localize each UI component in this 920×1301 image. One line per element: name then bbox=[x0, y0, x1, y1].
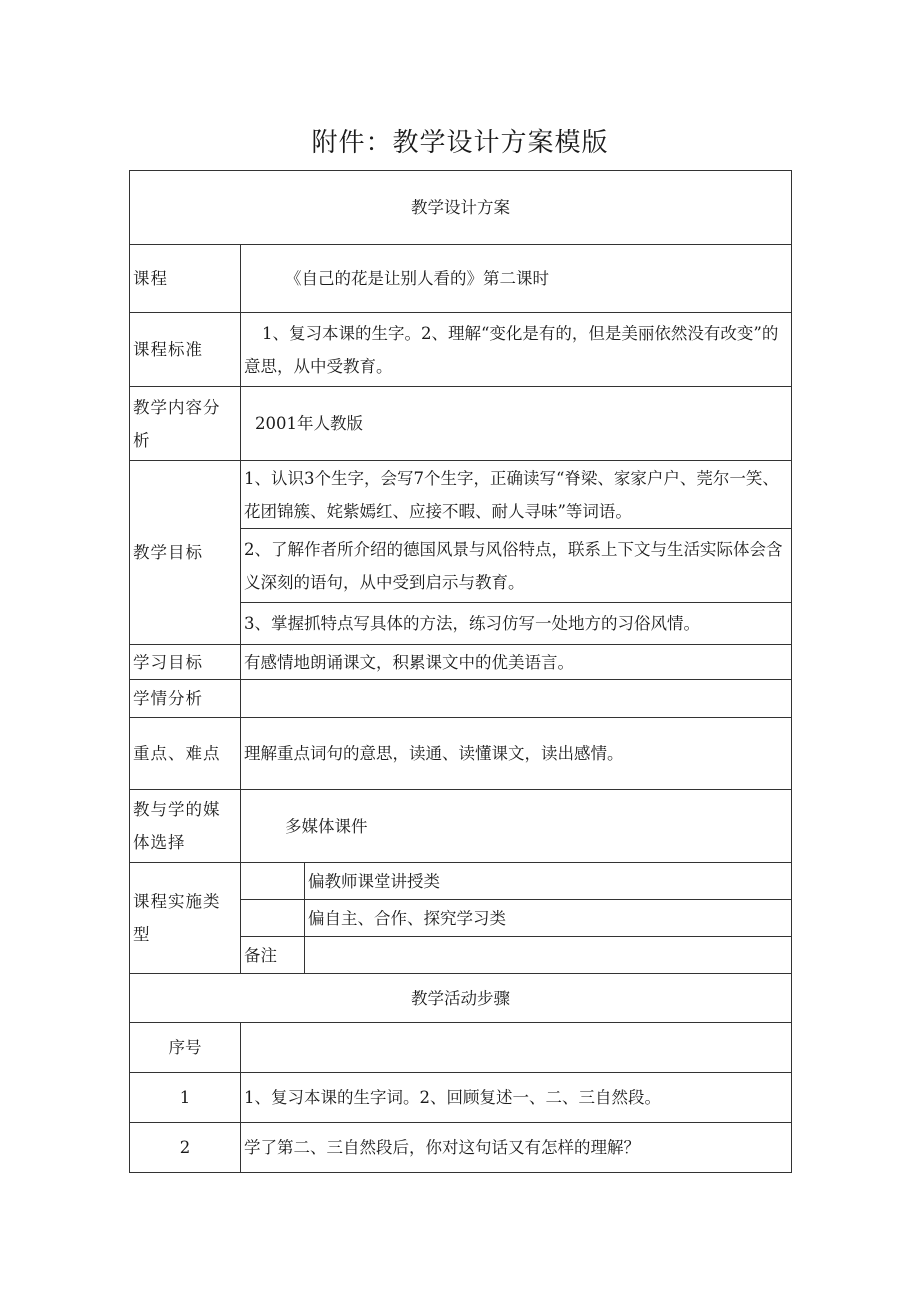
document-title: 附件：教学设计方案模版 bbox=[311, 128, 609, 158]
goal-item: 2、了解作者所介绍的德国风景与风俗特点，联系上下文与生活实际体会含义深刻的语句，从中受到启示与教育。 bbox=[241, 529, 792, 603]
step-text: 1、复习本课的生字词。2、回顾复述一、二、三自然段。 bbox=[241, 1073, 792, 1123]
media-label: 教与学的媒体选择 bbox=[130, 790, 241, 863]
table-header: 教学设计方案 bbox=[130, 171, 792, 245]
step-number: 1 bbox=[130, 1073, 241, 1123]
seq-header-empty bbox=[241, 1023, 792, 1073]
goal-row-1 bbox=[130, 461, 792, 529]
learning-label: 学习目标 bbox=[130, 645, 241, 680]
seq-label: 序号 bbox=[130, 1023, 241, 1073]
key-label: 重点、难点 bbox=[130, 718, 241, 790]
goal-item: 3、掌握抓特点写具体的方法，练习仿写一处地方的习俗风情。 bbox=[241, 603, 792, 645]
steps-header: 教学活动步骤 bbox=[130, 974, 792, 1023]
step-text: 学了第二、三自然段后，你对这句话又有怎样的理解？ bbox=[241, 1123, 792, 1173]
content-value: 2001年人教版 bbox=[241, 387, 792, 461]
course-row bbox=[130, 245, 792, 313]
teaching-plan-table bbox=[129, 170, 792, 1173]
content-label: 教学内容分析 bbox=[130, 387, 241, 461]
key-value: 理解重点词句的意思，读通、读懂课文，读出感情。 bbox=[241, 718, 792, 790]
standard-value: 1、复习本课的生字。2、理解“变化是有的，但是美丽依然没有改变”的意思，从中受教育。 bbox=[241, 313, 792, 387]
table-header-row bbox=[130, 171, 792, 245]
situation-value bbox=[241, 680, 792, 718]
type-label: 课程实施类型 bbox=[130, 863, 241, 974]
situation-row bbox=[130, 680, 792, 718]
learning-row bbox=[130, 645, 792, 680]
type-check-cell bbox=[241, 863, 305, 900]
steps-header-row bbox=[130, 974, 792, 1023]
media-value: 多媒体课件 bbox=[241, 790, 792, 863]
step-number: 2 bbox=[130, 1123, 241, 1173]
goal-item: 1、认识3个生字，会写7个生字，正确读写“脊梁、家家户户、莞尔一笑、花团锦簇、姹紫嫣红、应接不暇、耐人寻味”等词语。 bbox=[241, 461, 792, 529]
note-value bbox=[305, 937, 792, 974]
type-option: 偏教师课堂讲授类 bbox=[305, 863, 792, 900]
standard-row bbox=[130, 313, 792, 387]
key-row bbox=[130, 718, 792, 790]
type-option: 偏自主、合作、探究学习类 bbox=[305, 900, 792, 937]
learning-value: 有感情地朗诵课文，积累课文中的优美语言。 bbox=[241, 645, 792, 680]
media-row bbox=[130, 790, 792, 863]
type-row-1 bbox=[130, 863, 792, 900]
standard-label: 课程标准 bbox=[130, 313, 241, 387]
seq-header-row bbox=[130, 1023, 792, 1073]
course-value: 《自己的花是让别人看的》第二课时 bbox=[241, 245, 792, 313]
type-check-cell bbox=[241, 900, 305, 937]
situation-label: 学情分析 bbox=[130, 680, 241, 718]
course-label: 课程 bbox=[130, 245, 241, 313]
table-row bbox=[130, 1123, 792, 1173]
note-label: 备注 bbox=[241, 937, 305, 974]
content-row bbox=[130, 387, 792, 461]
table-row bbox=[130, 1073, 792, 1123]
goals-label: 教学目标 bbox=[130, 461, 241, 645]
